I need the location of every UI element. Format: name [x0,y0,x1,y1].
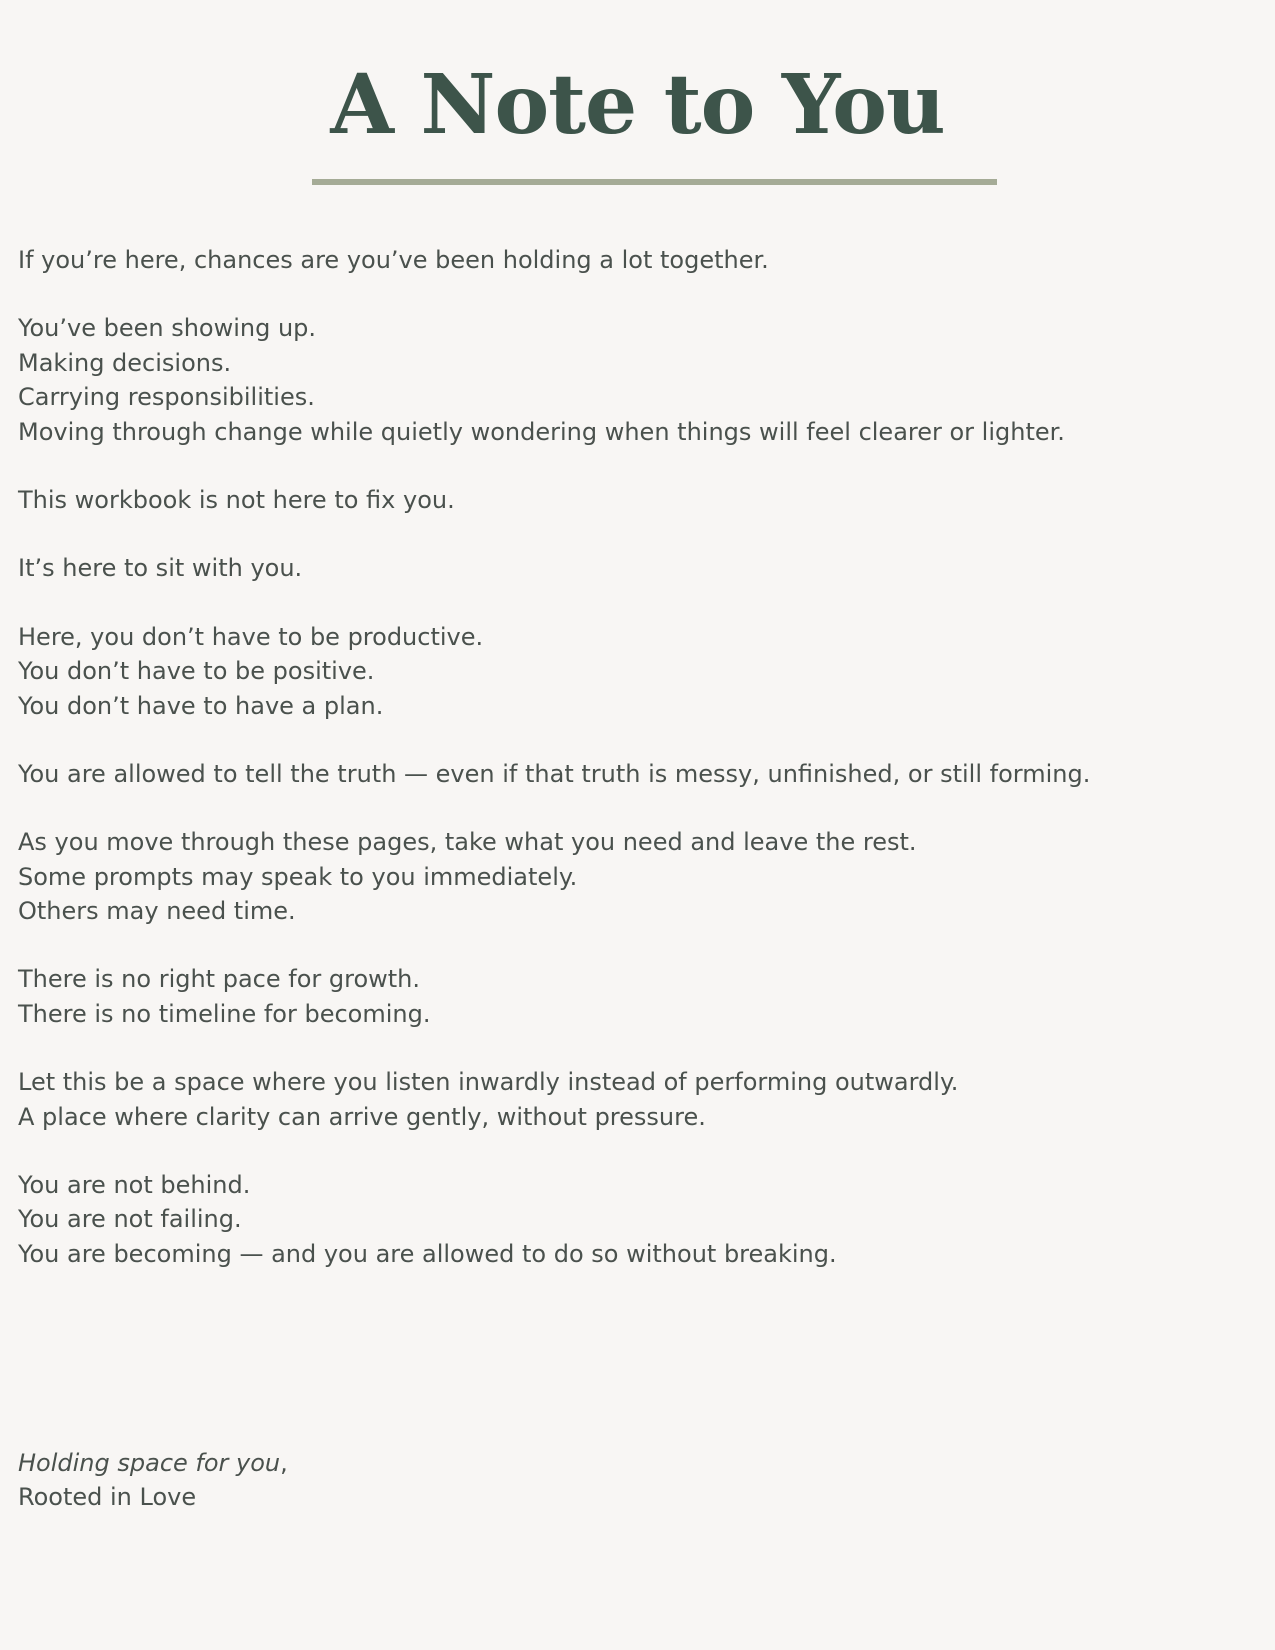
paragraph [18,825,1218,928]
paragraph-line: You are not behind. [18,1171,251,1200]
paragraph-line: It’s here to sit with you. [18,554,303,583]
signoff [18,1446,288,1515]
note-body [18,243,1218,1305]
signoff-closing: Holding space for you [18,1449,281,1477]
paragraph-line: Making decisions. [18,348,232,377]
signoff-comma: , [280,1449,288,1477]
paragraph-line: There is no timeline for becoming. [18,999,431,1028]
paragraph-line: If you’re here, chances are you’ve been holding a lot together. [18,246,769,274]
paragraph-line: Others may need time. [18,897,296,926]
paragraph-line: As you move through these pages, take what you need and leave the rest. [18,828,917,857]
paragraph-line: You don’t have to be positive. [18,657,375,686]
paragraph-line: This workbook is not here to fix you. [18,485,455,514]
paragraph [18,1065,1218,1134]
paragraph-line: You are becoming — and you are allowed to do so without breaking. [18,1239,837,1268]
paragraph-line: There is no right pace for growth. [18,965,421,994]
paragraph [18,483,1218,517]
paragraph-line: You are allowed to tell the truth — even if that truth is messy, unfinished, or still forming. [18,759,1091,788]
paragraph-line: A place where clarity can arrive gently, without pressure. [18,1102,706,1131]
paragraph-line: You’ve been showing up. [18,314,317,343]
paragraph-line: Some prompts may speak to you immediately. [18,862,578,891]
page-title: A Note to You [330,57,945,153]
paragraph-line: Moving through change while quietly wondering when things will feel clearer or lighter. [18,417,1065,446]
paragraph [18,962,1218,1031]
paragraph [18,1168,1218,1271]
signoff-signature: Rooted in Love [18,1483,197,1512]
paragraph-line: Here, you don’t have to be productive. [18,622,484,651]
paragraph [18,757,1218,791]
paragraph-line: Let this be a space where you listen inwardly instead of performing outwardly. [18,1068,959,1097]
paragraph-line: Carrying responsibilities. [18,383,315,412]
paragraph [18,620,1218,723]
paragraph-line: You are not failing. [18,1205,242,1234]
paragraph [18,551,1218,585]
signoff-line-1 [18,1446,288,1480]
paragraph [18,311,1218,449]
paragraph-line: You don’t have to have a plan. [18,691,384,720]
title-divider [312,179,997,185]
paragraph [18,243,1218,277]
